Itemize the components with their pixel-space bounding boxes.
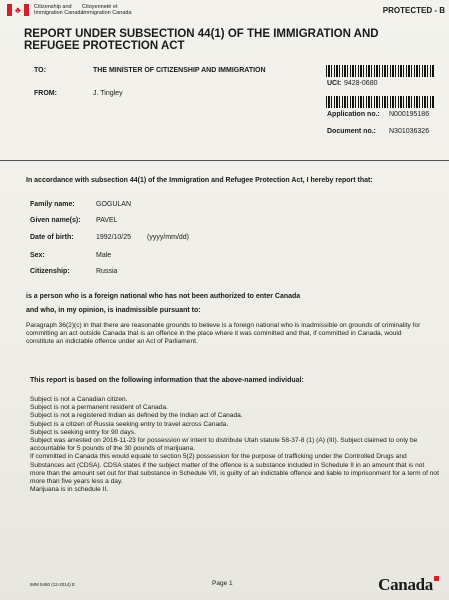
basis-line: Subject is seeking entry for 90 days. — [30, 428, 136, 436]
dob-value: 1992/10/25 — [96, 234, 132, 241]
dob-label: Date of birth: — [30, 234, 74, 241]
basis-line: If committed in Canada this would equate to section 5(2) possession for the purpose of trafficking under the Controlled Drugs and Substances act (CDSA). CDSA states if the subject matter of the offence is a substance included in Schedule II in an amount that is not more than the amount set out for that substance in Schedule VII, is guilty of an indictable offence and liable to imprisonment for a term of not more than five years less a day. — [30, 453, 439, 486]
citizenship-value: Russia — [96, 268, 118, 275]
inadmissibility-paragraph: Paragraph 36(2)(c) in that there are reasonable grounds to believe is a foreign national who is inadmissible on grounds of criminality for committing an act outside Canada that is an offence in the place where it was committed and that, if committed in Canada, would constitute an indictable offence under an Act of Parliament. — [26, 322, 421, 345]
to-label: TO: — [34, 67, 46, 74]
basis-line: Subject was arrested on 2016-11-23 for possession w/ intent to distribute Utah statute 58-37-8 (1) (A) (III). Subject claimed to only be accountable for 5 pounds of the 30 pounds of marijuana. — [30, 437, 418, 453]
department-name-fr: Citoyenneté et Immigration Canada — [82, 4, 132, 16]
basis-line: Subject is a citizen of Russia seeking entry to travel across Canada. — [30, 420, 229, 428]
form-code: IMM 5480 (12-2014) E — [30, 582, 76, 587]
from-value: J. Tingley — [93, 90, 123, 97]
basis-line: Marijuana is in schedule II. — [30, 486, 109, 494]
family-name-label: Family name: — [30, 201, 75, 208]
uci-value: 9428-0680 — [344, 80, 378, 87]
uci-label: UCI: — [327, 80, 342, 87]
basis-heading: This report is based on the following information that the above-named individual: — [30, 377, 304, 384]
classification-label: PROTECTED - B — [382, 6, 445, 15]
basis-line: Subject is not a Canadian citizen. — [30, 396, 128, 403]
application-label: Application no.: — [327, 111, 380, 118]
document-label: Document no.: — [327, 128, 376, 135]
family-name-value: GOGULAN — [96, 201, 132, 208]
to-value: THE MINISTER OF CITIZENSHIP AND IMMIGRATION — [93, 67, 266, 74]
basis-line: Subject is not a registered Indian as defined by the Indian act of Canada. — [30, 412, 243, 420]
document-value: N301036326 — [389, 128, 430, 135]
department-name-en: Citizenship and Immigration Canada — [34, 4, 84, 16]
intro-statement: In accordance with subsection 44(1) of the Immigration and Refugee Protection Act, I hereby report that: — [26, 177, 373, 184]
basis-line: Subject is not a permanent resident of Canada. — [30, 404, 168, 412]
page-number: Page 1 — [212, 580, 233, 587]
application-value: N000195186 — [389, 111, 430, 118]
basis-information — [30, 396, 440, 494]
section-divider — [0, 160, 449, 161]
application-barcode-icon — [326, 96, 434, 108]
sex-label: Sex: — [30, 252, 45, 259]
report-title: REPORT UNDER SUBSECTION 44(1) OF THE IMMIGRATION AND REFUGEE PROTECTION ACT — [24, 28, 379, 52]
sex-value: Male — [96, 252, 112, 259]
canada-flag-icon: ♣ — [7, 4, 29, 16]
given-names-value: PAVEL — [96, 217, 118, 224]
from-label: FROM: — [34, 90, 57, 97]
uci-barcode-icon — [326, 65, 434, 77]
canada-wordmark: Canada — [378, 575, 439, 595]
given-names-label: Given name(s): — [30, 217, 81, 224]
inadmissible-statement: and who, in my opinion, is inadmissible pursuant to: — [26, 307, 201, 314]
dob-format: (yyyy/mm/dd) — [147, 234, 189, 241]
citizenship-label: Citizenship: — [30, 268, 70, 275]
foreign-national-statement: is a person who is a foreign national who has not been authorized to enter Canada — [26, 293, 301, 300]
